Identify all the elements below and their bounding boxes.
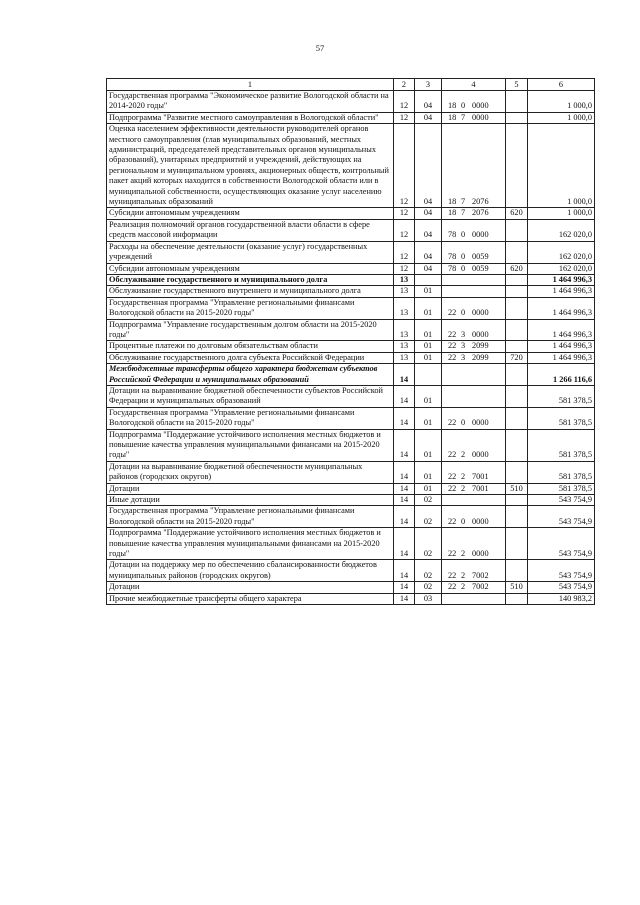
row-name: Обслуживание государственного долга субъекта Российской Федерации — [109, 352, 365, 362]
table-row — [107, 593, 595, 604]
row-name: Дотации на выравнивание бюджетной обеспеченности муниципальных районов (городских округов) — [109, 461, 363, 482]
table-header-row — [107, 79, 595, 91]
table-row — [107, 364, 595, 386]
target-article-part-1: 22 — [448, 418, 457, 428]
row-expense-type — [506, 385, 528, 407]
row-target-article — [442, 297, 506, 319]
table-row — [107, 528, 595, 560]
row-subsection: 01 — [415, 483, 442, 494]
row-amount: 1 464 996,3 — [528, 341, 595, 352]
target-article-part-2: 3 — [461, 341, 466, 351]
target-article-part-3: 0000 — [472, 230, 489, 240]
column-header-5: 5 — [506, 79, 528, 91]
table-row — [107, 124, 595, 208]
target-article-part-3: 2099 — [472, 341, 489, 351]
row-name-cell — [107, 219, 394, 241]
row-expense-type — [506, 429, 528, 461]
row-subsection: 02 — [415, 495, 442, 506]
table-row — [107, 263, 595, 274]
row-name-cell — [107, 297, 394, 319]
target-article-part-2: 2 — [461, 483, 466, 493]
target-article-part-1: 22 — [448, 450, 457, 460]
row-section: 13 — [394, 286, 415, 297]
row-target-article — [442, 263, 506, 274]
table-row — [107, 208, 595, 219]
row-name: Иные дотации — [109, 495, 160, 505]
row-name: Реализация полномочий органов государственной власти области в сфере средств массовой информации — [109, 219, 370, 240]
row-subsection: 04 — [415, 112, 442, 123]
target-article-part-1: 22 — [448, 329, 457, 339]
row-section: 12 — [394, 91, 415, 113]
row-section: 14 — [394, 582, 415, 593]
table-row — [107, 112, 595, 123]
row-amount: 1 000,0 — [528, 91, 595, 113]
row-target-article — [442, 495, 506, 506]
row-amount: 1 000,0 — [528, 112, 595, 123]
row-section: 12 — [394, 124, 415, 208]
target-article-part-2: 0 — [461, 263, 466, 273]
table-row — [107, 495, 595, 506]
row-section: 12 — [394, 208, 415, 219]
target-article-part-1: 22 — [448, 549, 457, 559]
row-amount: 1 464 996,3 — [528, 286, 595, 297]
row-target-article — [442, 593, 506, 604]
target-article-part-2: 0 — [461, 252, 466, 262]
row-amount: 1 266 116,6 — [528, 364, 595, 386]
row-name-cell — [107, 124, 394, 208]
target-article-part-3: 7002 — [472, 582, 489, 592]
row-target-article — [442, 112, 506, 123]
target-article-part-1: 18 — [448, 112, 457, 122]
row-subsection: 02 — [415, 560, 442, 582]
row-expense-type — [506, 364, 528, 386]
row-subsection: 02 — [415, 582, 442, 593]
row-section: 13 — [394, 341, 415, 352]
row-name-cell — [107, 286, 394, 297]
row-subsection — [415, 364, 442, 386]
column-header-2: 2 — [394, 79, 415, 91]
row-section: 14 — [394, 461, 415, 483]
target-article-part-1: 22 — [448, 516, 457, 526]
row-target-article — [442, 407, 506, 429]
row-amount: 543 754,9 — [528, 528, 595, 560]
target-article-part-2: 2 — [461, 472, 466, 482]
table-row — [107, 385, 595, 407]
table-row — [107, 506, 595, 528]
row-expense-type — [506, 319, 528, 341]
row-subsection: 01 — [415, 341, 442, 352]
table-row — [107, 352, 595, 363]
row-name: Дотации на выравнивание бюджетной обеспеченности субъектов Российской Федерации и муниципальных образований — [109, 385, 383, 406]
row-expense-type — [506, 341, 528, 352]
target-article-part-3: 0000 — [472, 308, 489, 318]
table-row — [107, 407, 595, 429]
row-name-cell — [107, 112, 394, 123]
row-name: Процентные платежи по долговым обязательствам области — [109, 341, 318, 351]
column-header-3: 3 — [415, 79, 442, 91]
target-article-part-2: 3 — [461, 329, 466, 339]
column-header-4: 4 — [442, 79, 506, 91]
column-header-6: 6 — [528, 79, 595, 91]
row-expense-type — [506, 495, 528, 506]
row-target-article — [442, 364, 506, 386]
row-amount: 162 020,0 — [528, 241, 595, 263]
target-article-part-1: 78 — [448, 263, 457, 273]
target-article-part-1: 22 — [448, 352, 457, 362]
row-name-cell — [107, 241, 394, 263]
target-article-part-3: 2076 — [472, 208, 489, 218]
table-row — [107, 582, 595, 593]
row-amount: 581 378,5 — [528, 429, 595, 461]
target-article-part-1: 22 — [448, 582, 457, 592]
row-name-cell — [107, 364, 394, 386]
row-target-article — [442, 219, 506, 241]
table-row — [107, 286, 595, 297]
row-subsection: 02 — [415, 528, 442, 560]
row-name-cell — [107, 208, 394, 219]
row-section: 14 — [394, 495, 415, 506]
row-section: 13 — [394, 297, 415, 319]
row-expense-type — [506, 124, 528, 208]
target-article-part-3: 7002 — [472, 570, 489, 580]
row-section: 12 — [394, 219, 415, 241]
row-name: Подпрограмма "Развитие местного самоуправления в Вологодской области" — [109, 112, 379, 122]
row-section: 12 — [394, 241, 415, 263]
row-target-article — [442, 124, 506, 208]
row-target-article — [442, 352, 506, 363]
row-target-article — [442, 582, 506, 593]
target-article-part-2: 0 — [461, 101, 466, 111]
row-name-cell — [107, 582, 394, 593]
row-section: 14 — [394, 593, 415, 604]
table-row — [107, 461, 595, 483]
table-body — [107, 91, 595, 605]
row-subsection: 01 — [415, 319, 442, 341]
row-amount: 1 464 996,3 — [528, 274, 595, 285]
row-amount: 1 464 996,3 — [528, 319, 595, 341]
row-amount: 543 754,9 — [528, 560, 595, 582]
row-expense-type — [506, 297, 528, 319]
row-target-article — [442, 274, 506, 285]
row-expense-type — [506, 506, 528, 528]
target-article-part-2: 3 — [461, 352, 466, 362]
row-subsection: 04 — [415, 241, 442, 263]
row-name: Государственная программа "Управление региональными финансами Вологодской области на 2015-2020 годы" — [109, 297, 355, 318]
row-amount: 581 378,5 — [528, 385, 595, 407]
target-article-part-2: 2 — [461, 582, 466, 592]
row-name: Государственная программа "Экономическое развитие Вологодской области на 2014-2020 годы" — [109, 91, 389, 111]
row-expense-type — [506, 560, 528, 582]
row-name-cell — [107, 352, 394, 363]
target-article-part-3: 0000 — [472, 549, 489, 559]
row-amount: 543 754,9 — [528, 506, 595, 528]
target-article-part-2: 7 — [461, 112, 466, 122]
target-article-part-3: 0000 — [472, 418, 489, 428]
row-subsection: 04 — [415, 91, 442, 113]
row-name-cell — [107, 495, 394, 506]
row-amount: 1 464 996,3 — [528, 297, 595, 319]
row-amount: 543 754,9 — [528, 495, 595, 506]
row-amount: 140 983,2 — [528, 593, 595, 604]
row-section: 12 — [394, 112, 415, 123]
target-article-part-2: 2 — [461, 570, 466, 580]
row-name: Подпрограмма "Управление государственным долгом области на 2015-2020 годы" — [109, 319, 377, 339]
row-target-article — [442, 506, 506, 528]
target-article-part-2: 0 — [461, 230, 466, 240]
row-subsection: 03 — [415, 593, 442, 604]
row-section: 14 — [394, 506, 415, 528]
row-expense-type — [506, 461, 528, 483]
row-subsection — [415, 274, 442, 285]
row-subsection: 01 — [415, 286, 442, 297]
target-article-part-2: 7 — [461, 208, 466, 218]
row-name: Подпрограмма "Поддержание устойчивого исполнения местных бюджетов и повышение качества управления муниципальными финансами на 2015-2020 годы" — [109, 429, 381, 460]
target-article-part-3: 0059 — [472, 263, 489, 273]
target-article-part-3: 7001 — [472, 472, 489, 482]
row-subsection: 04 — [415, 124, 442, 208]
row-target-article — [442, 461, 506, 483]
row-expense-type — [506, 219, 528, 241]
row-subsection: 01 — [415, 297, 442, 319]
table-row — [107, 274, 595, 285]
target-article-part-1: 78 — [448, 252, 457, 262]
row-subsection: 01 — [415, 352, 442, 363]
table-row — [107, 483, 595, 494]
row-name-cell — [107, 429, 394, 461]
target-article-part-1: 18 — [448, 208, 457, 218]
row-section: 14 — [394, 560, 415, 582]
row-target-article — [442, 341, 506, 352]
table-row — [107, 297, 595, 319]
row-target-article — [442, 429, 506, 461]
row-name-cell — [107, 593, 394, 604]
row-name-cell — [107, 407, 394, 429]
row-subsection: 01 — [415, 429, 442, 461]
row-amount: 581 378,5 — [528, 407, 595, 429]
row-name-cell — [107, 483, 394, 494]
row-target-article — [442, 483, 506, 494]
row-name: Дотации — [109, 483, 140, 493]
target-article-part-3: 0000 — [472, 450, 489, 460]
row-amount: 581 378,5 — [528, 483, 595, 494]
row-section: 13 — [394, 274, 415, 285]
target-article-part-1: 22 — [448, 308, 457, 318]
row-name-cell — [107, 263, 394, 274]
row-name: Оценка населением эффективности деятельности руководителей органов местного самоуправления (глав муниципальных образований, местных администраций, председателей представительных органов муниципальных образований), унитарных предприятий и учреждений, действующих на региональном и муниципальном уровнях, акционерных обществ, контрольный пакет акций которых находится в собственности Вологодской области или в муниципальной собственности, осуществляющих оказание услуг населению муниципальных образований — [109, 124, 389, 207]
row-name: Обслуживание государственного и муниципального долга — [109, 274, 328, 284]
row-amount: 162 020,0 — [528, 219, 595, 241]
target-article-part-3: 2099 — [472, 352, 489, 362]
row-expense-type: 620 — [506, 208, 528, 219]
row-name: Государственная программа "Управление региональными финансами Вологодской области на 2015-2020 годы" — [109, 506, 355, 526]
row-expense-type: 510 — [506, 582, 528, 593]
target-article-part-2: 7 — [461, 197, 466, 207]
target-article-part-2: 2 — [461, 549, 466, 559]
target-article-part-3: 2076 — [472, 197, 489, 207]
row-name-cell — [107, 506, 394, 528]
row-name: Межбюджетные трансферты общего характера бюджетам субъектов Российской Федерации и муниципальных образований — [109, 364, 378, 384]
table-row — [107, 429, 595, 461]
row-expense-type — [506, 91, 528, 113]
row-amount: 1 000,0 — [528, 124, 595, 208]
row-name-cell — [107, 461, 394, 483]
row-target-article — [442, 241, 506, 263]
page-number: 57 — [315, 43, 325, 53]
row-name-cell — [107, 560, 394, 582]
row-name-cell — [107, 385, 394, 407]
row-name: Государственная программа "Управление региональными финансами Вологодской области на 2015-2020 годы" — [109, 407, 355, 428]
row-section: 14 — [394, 385, 415, 407]
row-section: 14 — [394, 528, 415, 560]
table-row — [107, 341, 595, 352]
target-article-part-2: 0 — [461, 516, 466, 526]
row-target-article — [442, 286, 506, 297]
row-amount: 1 464 996,3 — [528, 352, 595, 363]
row-target-article — [442, 560, 506, 582]
target-article-part-3: 0000 — [472, 112, 489, 122]
row-name-cell — [107, 319, 394, 341]
row-target-article — [442, 385, 506, 407]
target-article-part-3: 0059 — [472, 252, 489, 262]
row-expense-type — [506, 274, 528, 285]
row-expense-type — [506, 593, 528, 604]
row-name: Дотации на поддержку мер по обеспечению сбалансированности бюджетов муниципальных районов (городских округов) — [109, 560, 377, 580]
row-name: Дотации — [109, 582, 140, 592]
row-name: Субсидии автономным учреждениям — [109, 208, 240, 218]
row-name: Обслуживание государственного внутреннего и муниципального долга — [109, 286, 361, 296]
row-expense-type: 720 — [506, 352, 528, 363]
row-section: 14 — [394, 407, 415, 429]
target-article-part-1: 22 — [448, 570, 457, 580]
budget-table — [106, 78, 595, 605]
row-expense-type — [506, 112, 528, 123]
target-article-part-3: 0000 — [472, 101, 489, 111]
target-article-part-1: 22 — [448, 483, 457, 493]
row-section: 12 — [394, 263, 415, 274]
row-section: 14 — [394, 483, 415, 494]
row-target-article — [442, 319, 506, 341]
row-subsection: 02 — [415, 506, 442, 528]
row-subsection: 04 — [415, 263, 442, 274]
target-article-part-1: 78 — [448, 230, 457, 240]
target-article-part-2: 0 — [461, 418, 466, 428]
target-article-part-2: 0 — [461, 308, 466, 318]
target-article-part-3: 7001 — [472, 483, 489, 493]
table-row — [107, 91, 595, 113]
table-row — [107, 241, 595, 263]
row-amount: 162 020,0 — [528, 263, 595, 274]
table-row — [107, 219, 595, 241]
row-name-cell — [107, 341, 394, 352]
target-article-part-3: 0000 — [472, 516, 489, 526]
target-article-part-1: 18 — [448, 101, 457, 111]
row-target-article — [442, 91, 506, 113]
column-header-1: 1 — [107, 79, 394, 91]
row-name-cell — [107, 274, 394, 285]
row-section: 13 — [394, 319, 415, 341]
table-row — [107, 319, 595, 341]
row-section: 13 — [394, 352, 415, 363]
row-subsection: 01 — [415, 407, 442, 429]
target-article-part-1: 22 — [448, 341, 457, 351]
row-name-cell — [107, 528, 394, 560]
row-expense-type — [506, 407, 528, 429]
row-expense-type — [506, 241, 528, 263]
row-name-cell — [107, 91, 394, 113]
row-expense-type: 510 — [506, 483, 528, 494]
target-article-part-3: 0000 — [472, 329, 489, 339]
row-target-article — [442, 528, 506, 560]
table-row — [107, 560, 595, 582]
row-subsection: 01 — [415, 385, 442, 407]
row-expense-type — [506, 528, 528, 560]
row-target-article — [442, 208, 506, 219]
row-name: Подпрограмма "Поддержание устойчивого исполнения местных бюджетов и повышение качества управления муниципальными финансами на 2015-2020 годы" — [109, 528, 381, 559]
row-expense-type — [506, 286, 528, 297]
row-expense-type: 620 — [506, 263, 528, 274]
target-article-part-1: 22 — [448, 472, 457, 482]
row-subsection: 01 — [415, 461, 442, 483]
row-name: Прочие межбюджетные трансферты общего характера — [109, 593, 302, 603]
row-section: 14 — [394, 364, 415, 386]
row-amount: 543 754,9 — [528, 582, 595, 593]
target-article-part-1: 18 — [448, 197, 457, 207]
row-subsection: 04 — [415, 208, 442, 219]
row-amount: 581 378,5 — [528, 461, 595, 483]
target-article-part-2: 2 — [461, 450, 466, 460]
row-amount: 1 000,0 — [528, 208, 595, 219]
row-name: Субсидии автономным учреждениям — [109, 263, 240, 273]
row-subsection: 04 — [415, 219, 442, 241]
row-section: 14 — [394, 429, 415, 461]
row-name: Расходы на обеспечение деятельности (оказание услуг) государственных учреждений — [109, 241, 368, 262]
